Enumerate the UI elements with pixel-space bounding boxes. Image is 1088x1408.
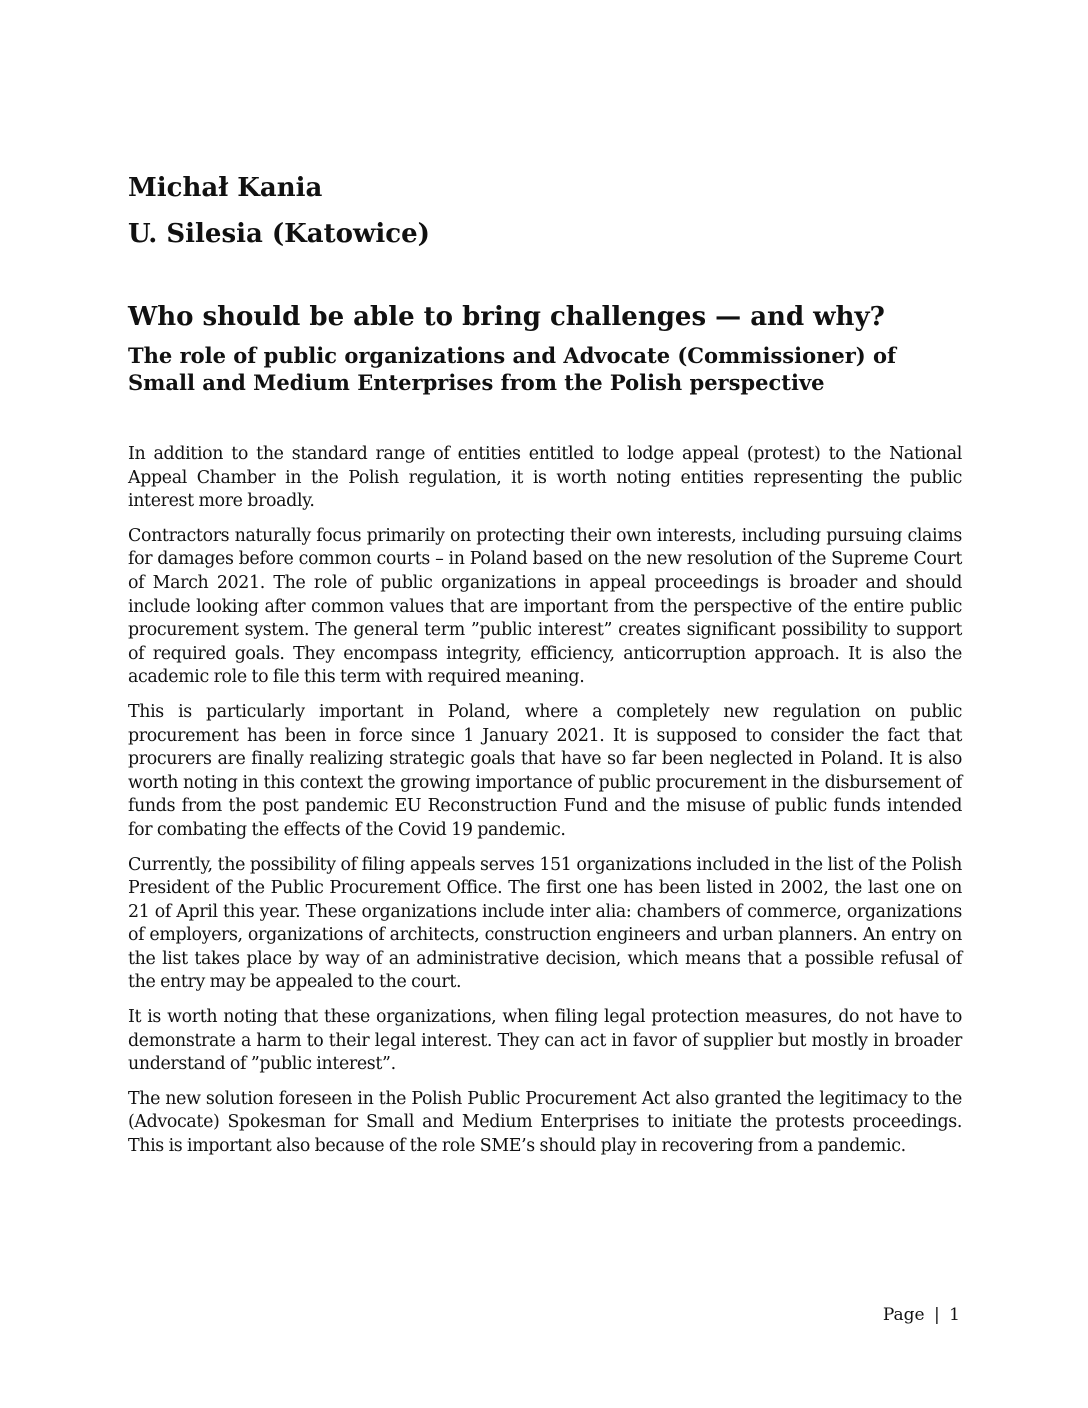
paragraph: Contractors naturally focus primarily on protecting their own interests, including pursuing claims for damages before common courts – in Poland based on the new resolution of the Supreme Court of March 2021. The role of public organizations in appeal proceedings is broader and should include looking after common values that are important from the perspective of the entire public procurement system. The general term ”public interest” creates significant possibility to support of required goals. They encompass integrity, efficiency, anticorruption approach. It is also the academic role to file this term with required meaning. (128, 525, 962, 688)
page-label: Page (882, 1305, 925, 1325)
document-subtitle: The role of public organizations and Advocate (Commissioner) of Small and Medium Enterprises from the Polish perspective (128, 343, 897, 395)
author-affiliation: U. Silesia (Katowice) (128, 219, 430, 249)
page-separator: | (934, 1305, 940, 1325)
paragraph: This is particularly important in Poland, where a completely new regulation on public procurement has been in force since 1 January 2021. It is supposed to consider the fact that procurers are finally realizing strategic goals that have so far been neglected in Poland. It is also worth noting in this context the growing importance of public procurement in the disbursement of funds from the post pandemic EU Reconstruction Fund and the misuse of public funds intended for combating the effects of the Covid 19 pandemic. (128, 701, 962, 840)
paragraph: It is worth noting that these organizations, when filing legal protection measures, do not have to demonstrate a harm to their legal interest. They can act in favor of supplier but mostly in broader understand of ”public interest”. (128, 1007, 962, 1075)
page-footer (883, 1304, 960, 1326)
document-title: Who should be able to bring challenges — and why? (128, 302, 885, 332)
title-block (128, 300, 964, 396)
paragraph: Currently, the possibility of filing appeals serves 151 organizations included in the list of the Polish President of the Public Procurement Office. The first one has been listed in 2002, the last one on 21 of April this year. These organizations include inter alia: chambers of commerce, organizations of employers, organizations of architects, construction engineers and urban planners. An entry on the list takes place by way of an administrative decision, which means that a possible refusal of the entry may be appealed to the court. (128, 854, 962, 993)
page-number: 1 (949, 1305, 960, 1325)
author-block (128, 168, 948, 254)
author-name: Michał Kania (128, 173, 323, 203)
paragraph: The new solution foreseen in the Polish Public Procurement Act also granted the legitimacy to the (Advocate) Spokesman for Small and Medium Enterprises to initiate the protests proceedings. This is important also because of the role SME’s should play in recovering from a pandemic. (128, 1088, 962, 1157)
paragraph: In addition to the standard range of entities entitled to lodge appeal (protest) to the National Appeal Chamber in the Polish regulation, it is worth noting entities representing the public interest more broadly. (128, 444, 962, 512)
body-text (128, 443, 962, 1170)
